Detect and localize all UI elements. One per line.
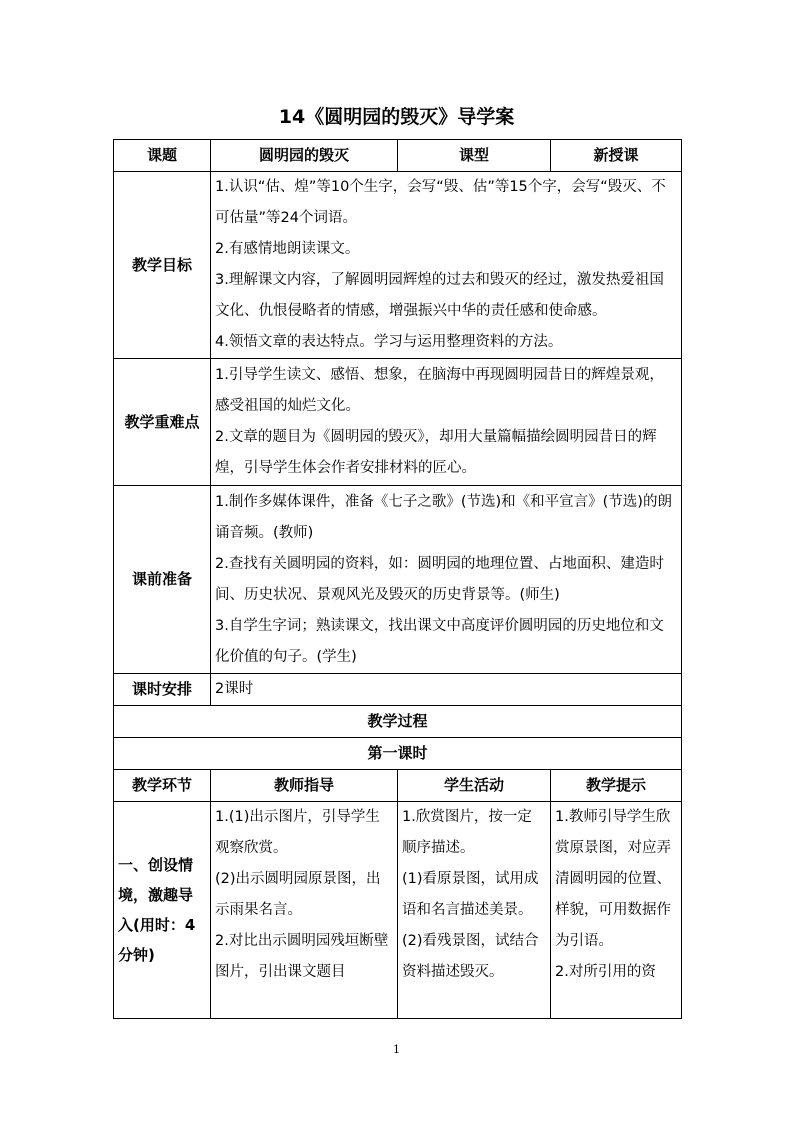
lesson-label: 课题 xyxy=(114,140,211,172)
period-title: 第一课时 xyxy=(114,738,682,770)
goals-content xyxy=(211,172,682,359)
teacher-item: (2)出示圆明园原景图，出示雨果名言。 xyxy=(215,871,381,918)
header-row xyxy=(114,140,682,172)
stage-row xyxy=(114,802,682,1019)
schedule-label: 课时安排 xyxy=(114,674,211,706)
process-header-student: 学生活动 xyxy=(398,770,551,802)
goal-item: 3.理解课文内容，了解圆明园辉煌的过去和毁灭的经过，激发热爱祖国文化、仇恨侵略者的情感，增强振兴中华的责任感和使命感。 xyxy=(215,272,664,319)
page-number: 1 xyxy=(393,1043,400,1056)
student-item: (1)看原景图，试用成语和名言描述美景。 xyxy=(402,871,539,918)
teacher-item: 1.(1)出示图片，引导学生观察欣赏。 xyxy=(215,809,380,856)
student-item: (2)看残景图，试结合资料描述毁灭。 xyxy=(402,933,539,980)
preparation-content xyxy=(211,486,682,674)
process-header-teacher: 教师指导 xyxy=(211,770,398,802)
goal-item: 4.领悟文章的表达特点。学习与运用整理资料的方法。 xyxy=(215,334,563,350)
preparation-label: 课前准备 xyxy=(114,486,211,674)
key-points-content xyxy=(211,359,682,486)
key-point-item: 1.引导学生读文、感悟、想象，在脑海中再现圆明园昔日的辉煌景观，感受祖国的灿烂文化。 xyxy=(215,367,664,414)
key-point-item: 2.文章的题目为《圆明园的毁灭》，却用大量篇幅描绘圆明园昔日的辉煌，引导学生体会作者安排材料的匠心。 xyxy=(215,429,657,476)
process-header-stage: 教学环节 xyxy=(114,770,211,802)
student-activity xyxy=(398,802,551,1019)
goals-row xyxy=(114,172,682,359)
tip-item: 1.教师引导学生欣赏原景图，对应弄清圆明园的位置、样貌，可用数据作为引语。 xyxy=(555,809,671,949)
process-header-tips: 教学提示 xyxy=(551,770,682,802)
student-item: 1.欣赏图片，按一定顺序描述。 xyxy=(402,809,532,856)
process-title-row xyxy=(114,706,682,738)
tip-item: 2.对所引用的资 xyxy=(555,964,656,980)
preparation-row xyxy=(114,486,682,674)
stage-name: 一、创设情境，激趣导入(用时：4分钟) xyxy=(114,802,211,1019)
goals-label: 教学目标 xyxy=(114,172,211,359)
key-points-row xyxy=(114,359,682,486)
teaching-tips xyxy=(551,802,682,1019)
period-title-row xyxy=(114,738,682,770)
lesson-plan-table xyxy=(113,139,682,1019)
type-label: 课型 xyxy=(398,140,551,172)
process-title: 教学过程 xyxy=(114,706,682,738)
preparation-item: 1.制作多媒体课件，准备《七子之歌》(节选)和《和平宣言》(节选)的朗诵音频。(教师) xyxy=(215,493,672,541)
preparation-item: 2.查找有关圆明园的资料，如：圆明园的地理位置、占地面积、建造时间、历史状况、景观风光及毁灭的历史背景等。(师生) xyxy=(215,555,664,603)
teacher-guidance xyxy=(211,802,398,1019)
schedule-row xyxy=(114,674,682,706)
type-value: 新授课 xyxy=(551,140,682,172)
goal-item: 1.认识“估、煌”等10个生字，会写“毁、估”等15个字，会写“毁灭、不可估量”等24个词语。 xyxy=(215,179,666,226)
lesson-value: 圆明园的毁灭 xyxy=(211,140,398,172)
process-header-row xyxy=(114,770,682,802)
document-title: 14《圆明园的毁灭》导学案 xyxy=(278,106,515,128)
teacher-item: 2.对比出示圆明园残垣断壁图片，引出课文题目 xyxy=(215,933,389,980)
goal-item: 2.有感情地朗读课文。 xyxy=(215,241,360,257)
schedule-value: 2课时 xyxy=(211,674,682,706)
key-points-label: 教学重难点 xyxy=(114,359,211,486)
preparation-item: 3.自学生字词；熟读课文，找出课文中高度评价圆明园的历史地位和文化价值的句子。(学生) xyxy=(215,617,664,665)
